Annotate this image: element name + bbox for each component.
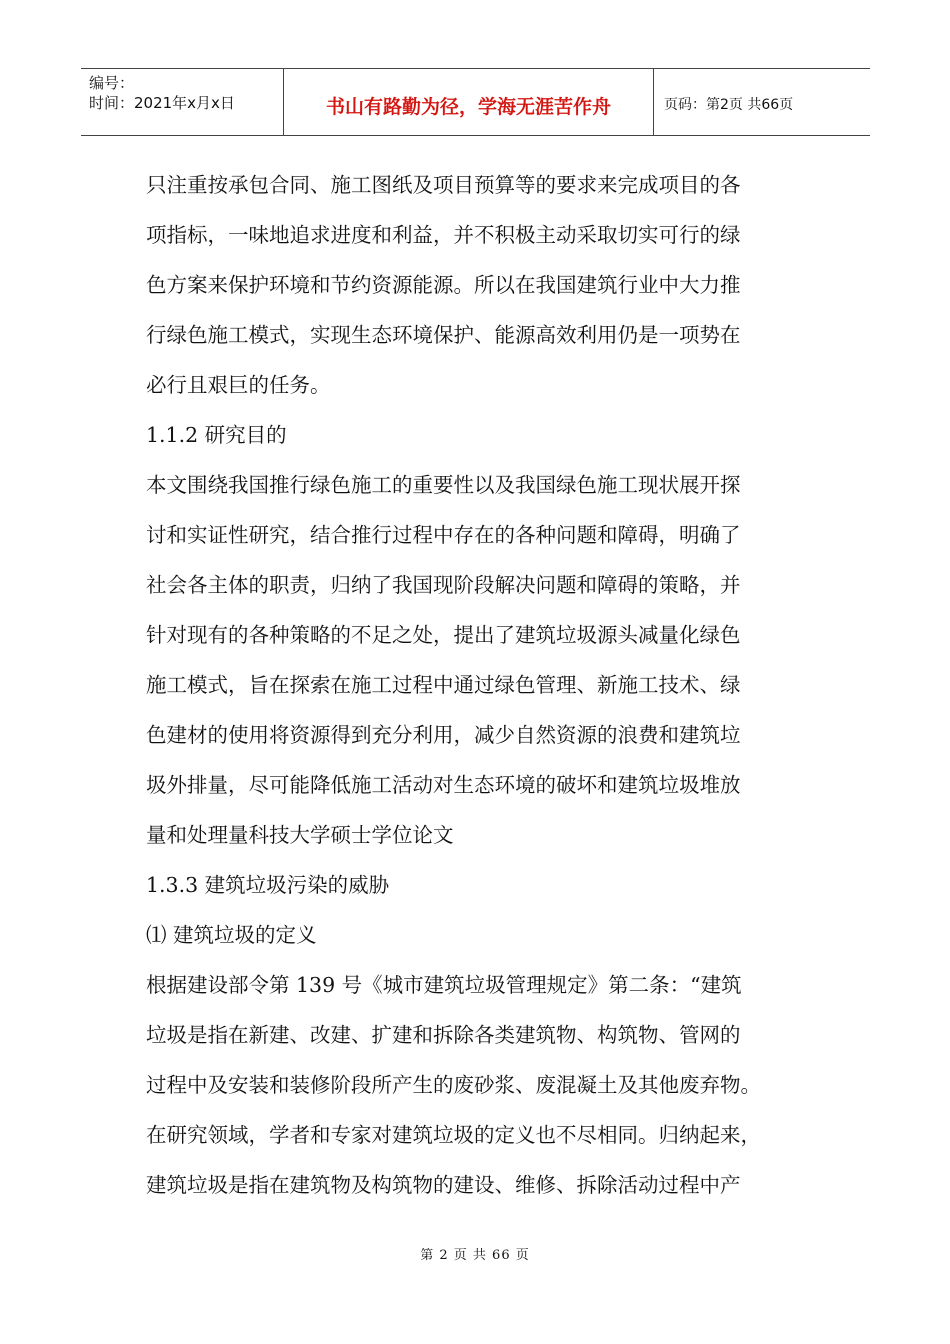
- document-body: [146, 160, 826, 1210]
- header-table: [81, 68, 870, 136]
- body-line: 根据建设部令第 139 号《城市建筑垃圾管理规定》第二条：“建筑: [146, 973, 742, 997]
- header-motto: 书山有路勤为径，学海无涯苦作舟: [284, 69, 654, 135]
- subsection-heading: ⑴ 建筑垃圾的定义: [146, 923, 317, 947]
- body-line: 项指标，一味地追求进度和利益，并不积极主动采取切实可行的绿: [146, 223, 741, 247]
- section-heading: 1.1.2 研究目的: [146, 423, 287, 447]
- header-page-info: 页码：第2页 共66页: [664, 97, 794, 113]
- body-line: 必行且艰巨的任务。: [146, 373, 331, 397]
- body-line: 只注重按承包合同、施工图纸及项目预算等的要求来完成项目的各: [146, 173, 741, 197]
- body-line: 建筑垃圾是指在建筑物及构筑物的建设、维修、拆除活动过程中产: [146, 1173, 741, 1197]
- body-line: 社会各主体的职责，归纳了我国现阶段解决问题和障碍的策略，并: [146, 573, 741, 597]
- body-line: 色方案来保护环境和节约资源能源。所以在我国建筑行业中大力推: [146, 273, 741, 297]
- body-line: 本文围绕我国推行绿色施工的重要性以及我国绿色施工现状展开探: [146, 473, 741, 497]
- page-footer: 第 2 页 共 66 页: [420, 1248, 530, 1263]
- document-number-label: 编号：: [89, 74, 135, 92]
- body-line: 讨和实证性研究，结合推行过程中存在的各种问题和障碍，明确了: [146, 523, 741, 547]
- body-line: 针对现有的各种策略的不足之处，提出了建筑垃圾源头减量化绿色: [146, 623, 741, 647]
- body-line: 施工模式，旨在探索在施工过程中通过绿色管理、新施工技术、绿: [146, 673, 741, 697]
- body-line: 色建材的使用将资源得到充分利用，减少自然资源的浪费和建筑垃: [146, 723, 741, 747]
- body-line: 过程中及安装和装修阶段所产生的废砂浆、废混凝土及其他废弃物。: [146, 1073, 761, 1097]
- body-line: 在研究领域，学者和专家对建筑垃圾的定义也不尽相同。归纳起来，: [146, 1123, 761, 1147]
- body-line: 量和处理量科技大学硕士学位论文: [146, 823, 454, 847]
- body-line: 圾外排量，尽可能降低施工活动对生态环境的破坏和建筑垃圾堆放: [146, 773, 741, 797]
- body-line: 垃圾是指在新建、改建、扩建和拆除各类建筑物、构筑物、管网的: [146, 1023, 741, 1047]
- body-line: 行绿色施工模式，实现生态环境保护、能源高效利用仍是一项势在: [146, 323, 741, 347]
- section-heading: 1.3.3 建筑垃圾污染的威胁: [146, 873, 390, 897]
- header-meta-cell: [81, 69, 284, 135]
- document-time-label: 时间：2021年x月x日: [89, 94, 235, 112]
